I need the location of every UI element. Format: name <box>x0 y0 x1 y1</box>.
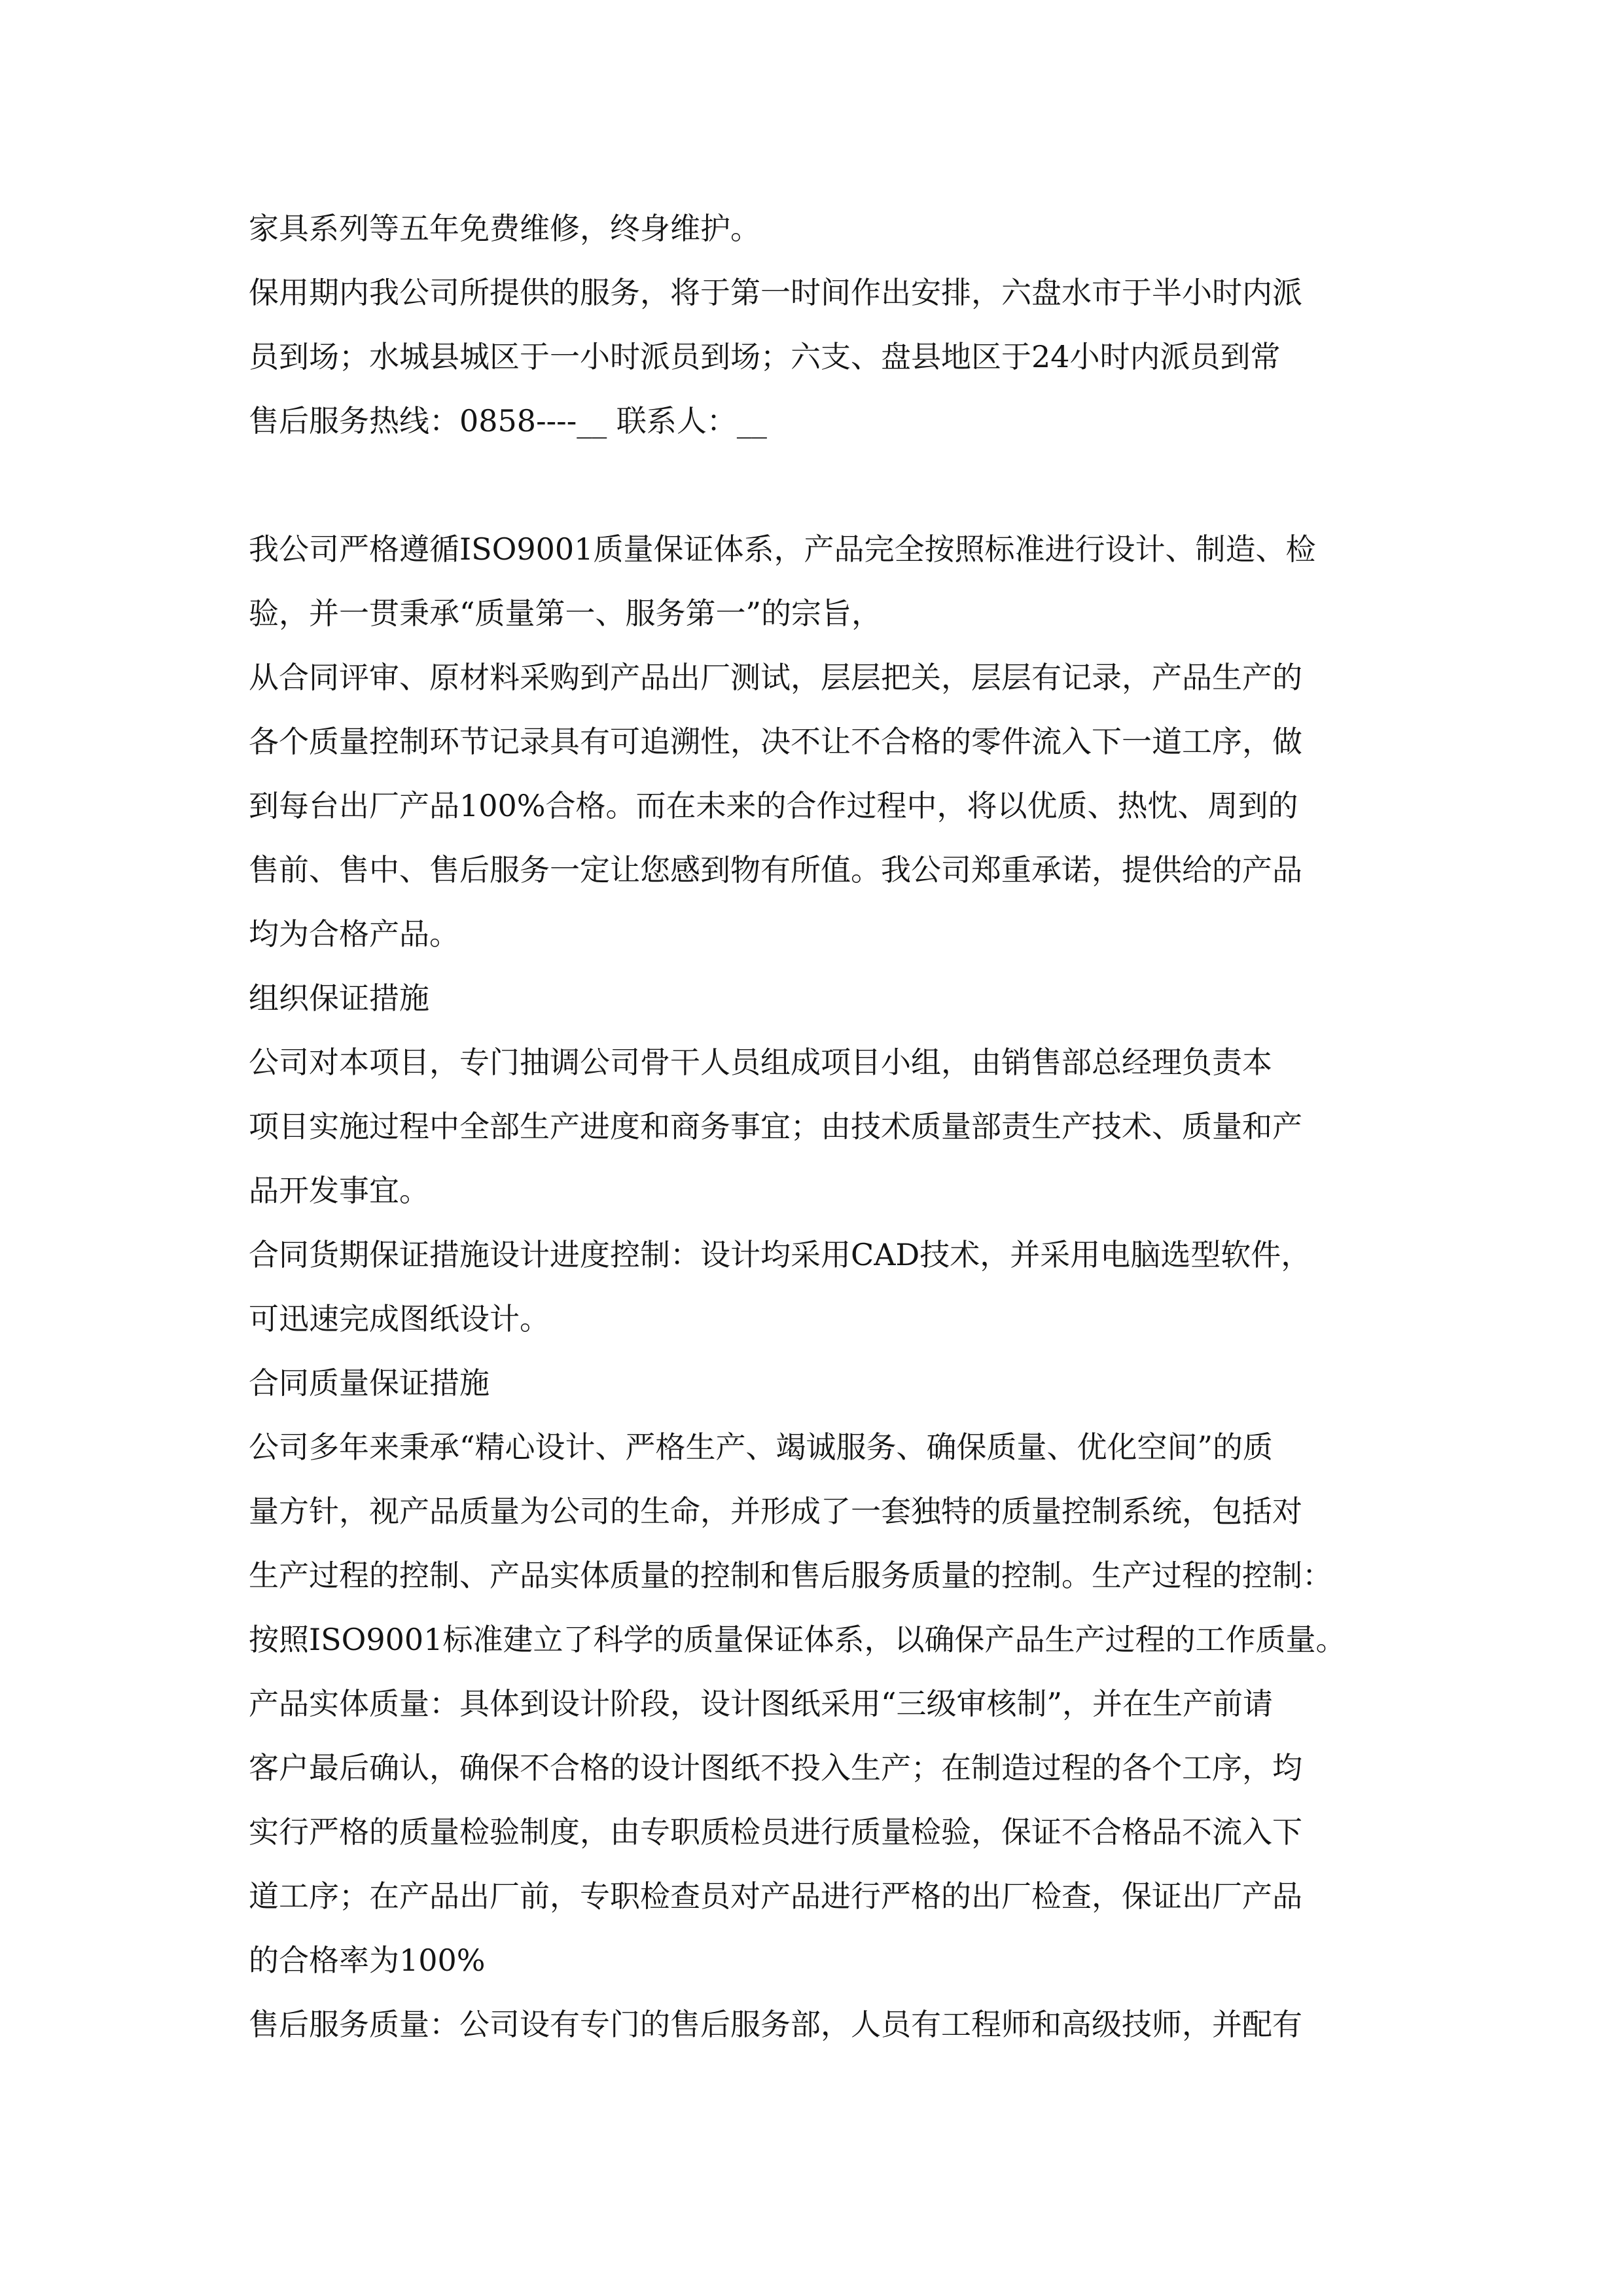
text-line: 售前、售中、售后服务一定让您感到物有所值。我公司郑重承诺，提供给的产品 <box>249 852 1302 888</box>
section-heading: 组织保证措施 <box>249 980 429 1016</box>
text-line: 产品实体质量：具体到设计阶段，设计图纸采用“三级审核制”，并在生产前请 <box>249 1686 1274 1721</box>
text-line: 售后服务热线：0858----__ 联系人：__ <box>249 403 767 439</box>
text-line: 可迅速完成图纸设计。 <box>249 1301 550 1336</box>
text-line: 合同货期保证措施设计进度控制：设计均采用CAD技术，并采用电脑选型软件， <box>249 1237 1311 1272</box>
text-line: 从合同评审、原材料采购到产品出厂测试，层层把关，层层有记录，产品生产的 <box>249 660 1302 695</box>
text-line: 验，并一贯秉承“质量第一、服务第一”的宗旨， <box>249 596 882 631</box>
text-line: 家具系列等五年免费维修，终身维护。 <box>249 211 760 246</box>
text-line: 生产过程的控制、产品实体质量的控制和售后服务质量的控制。生产过程的控制： <box>249 1558 1332 1593</box>
text-line: 各个质量控制环节记录具有可追溯性，决不让不合格的零件流入下一道工序，做 <box>249 724 1302 759</box>
text-line: 品开发事宜。 <box>249 1173 429 1208</box>
text-line: 保用期内我公司所提供的服务，将于第一时间作出安排，六盘水市于半小时内派 <box>249 275 1302 310</box>
text-line: 公司多年来秉承“精心设计、严格生产、竭诚服务、确保质量、优化空间”的质 <box>249 1429 1274 1465</box>
text-line: 售后服务质量：公司设有专门的售后服务部，人员有工程师和高级技师，并配有 <box>249 2007 1302 2042</box>
text-line: 员到场；水城县城区于一小时派员到场；六支、盘县地区于24小时内派员到常 <box>249 339 1281 374</box>
text-line: 客户最后确认，确保不合格的设计图纸不投入生产；在制造过程的各个工序，均 <box>249 1750 1302 1785</box>
paragraph-gap <box>249 453 1400 517</box>
text-line: 项目实施过程中全部生产进度和商务事宜；由技术质量部责生产技术、质量和产 <box>249 1109 1302 1144</box>
text-line: 公司对本项目，专门抽调公司骨干人员组成项目小组，由销售部总经理负责本 <box>249 1045 1272 1080</box>
text-line: 到每台出厂产品100%合格。而在未来的合作过程中，将以优质、热忱、周到的 <box>249 788 1298 823</box>
text-line: 量方针，视产品质量为公司的生命，并形成了一套独特的质量控制系统，包括对 <box>249 1494 1302 1529</box>
text-line: 按照ISO9001标准建立了科学的质量保证体系，以确保产品生产过程的工作质量。 <box>249 1622 1346 1657</box>
text-line: 的合格率为100% <box>249 1943 486 1978</box>
text-line: 我公司严格遵循ISO9001质量保证体系，产品完全按照标准进行设计、制造、检 <box>249 531 1316 567</box>
section-heading: 合同质量保证措施 <box>249 1365 490 1401</box>
text-line: 均为合格产品。 <box>249 916 459 952</box>
document-body <box>249 196 1400 2056</box>
text-line: 道工序；在产品出厂前，专职检查员对产品进行严格的出厂检查，保证出厂产品 <box>249 1878 1302 1914</box>
text-line: 实行严格的质量检验制度，由专职质检员进行质量检验，保证不合格品不流入下 <box>249 1814 1302 1850</box>
